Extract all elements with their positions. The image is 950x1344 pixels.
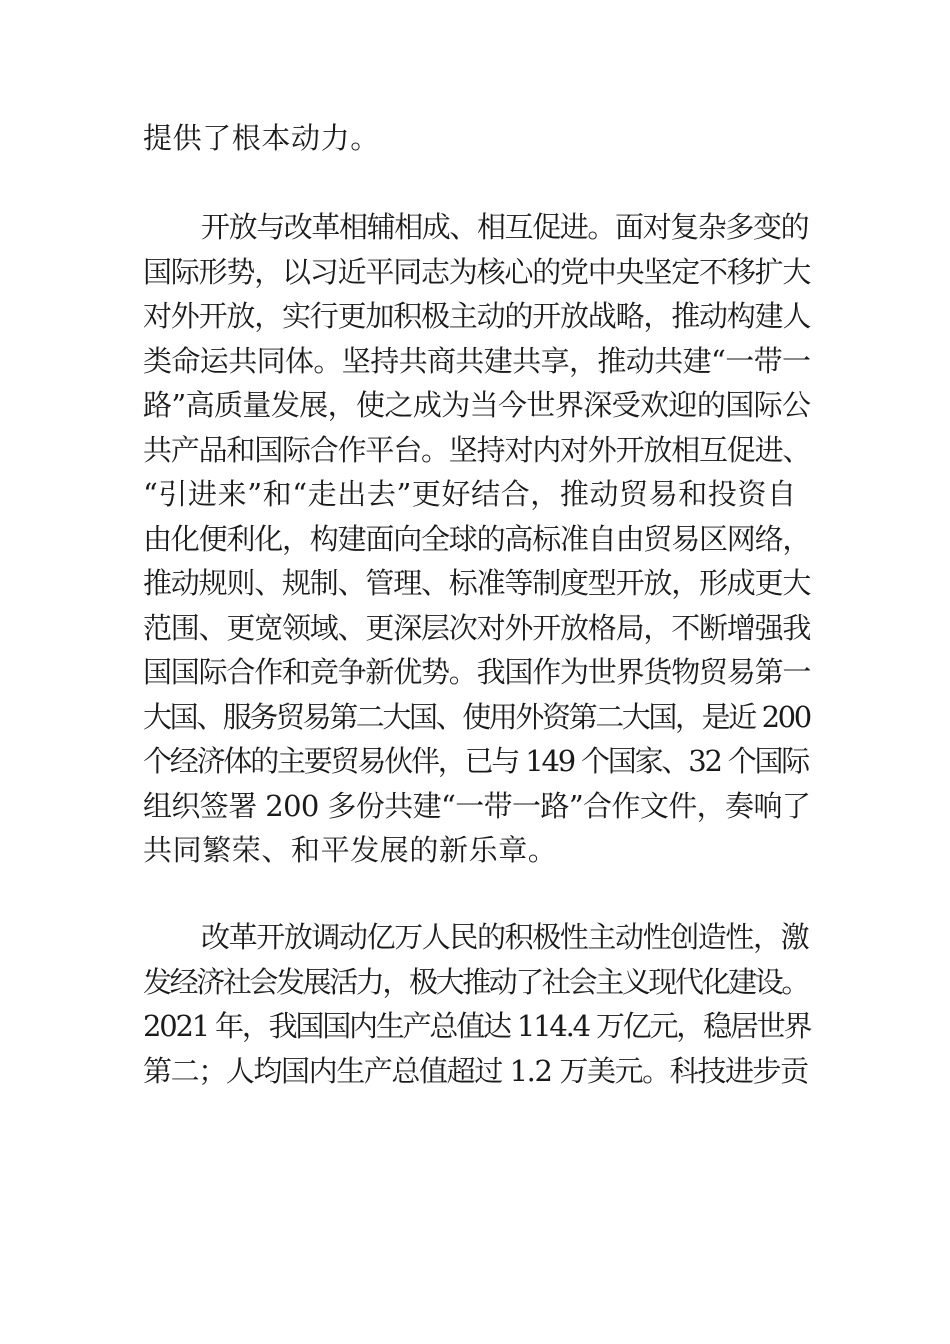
text-line: 大国、服务贸易第二大国、使用外资第二大国，是近 200 <box>143 699 810 734</box>
text-line: 提供了根本动力。 <box>143 121 380 155</box>
text-line: 2021 年，我国国内生产总值达 114.4 万亿元，稳居世界 <box>143 1009 811 1043</box>
text-line: 发经济社会发展活力，极大推动了社会主义现代化建设。 <box>143 964 809 999</box>
text-line: 范围、更宽领域、更深层次对外开放格局，不断增强我 <box>143 610 811 645</box>
text-line: 个经济体的主要贸易伙伴，已与 149 个国家、32 个国际 <box>143 744 809 778</box>
paragraph-continuation <box>143 116 811 161</box>
text-line: 国国际合作和竞争新优势。我国作为世界货物贸易第一 <box>143 655 811 689</box>
text-line: 由化便利化，构建面向全球的高标准自由贸易区网络， <box>143 521 811 556</box>
paragraph-opening-up <box>143 205 811 873</box>
text-line: 对外开放，实行更加积极主动的开放战略，推动构建人 <box>143 299 811 333</box>
text-line: 共产品和国际合作平台。坚持对内对外开放相互促进、 <box>143 432 811 467</box>
text-line: 共同繁荣、和平发展的新乐章。 <box>143 833 558 867</box>
text-line: 组织签署 200 多份共建“一带一路”合作文件，奏响了 <box>143 788 811 823</box>
text-line: “引进来”和“走出去”更好结合，推动贸易和投资自 <box>143 477 797 511</box>
text-line: 路”高质量发展，使之成为当今世界深受欢迎的国际公 <box>143 388 811 422</box>
text-line: 改革开放调动亿万人民的积极性主动性创造性，激 <box>201 920 809 954</box>
paragraph-reform-achievements <box>143 915 811 1093</box>
text-line: 国际形势，以习近平同志为核心的党中央坚定不移扩大 <box>143 254 811 289</box>
text-line: 推动规则、规制、管理、标准等制度型开放，形成更大 <box>143 566 811 600</box>
text-line: 类命运共同体。坚持共商共建共享，推动共建“一带一 <box>143 343 811 378</box>
text-line: 第二；人均国内生产总值超过 1.2 万美元。科技进步贡 <box>143 1053 808 1088</box>
text-line: 开放与改革相辅相成、相互促进。面对复杂多变的 <box>201 210 809 244</box>
